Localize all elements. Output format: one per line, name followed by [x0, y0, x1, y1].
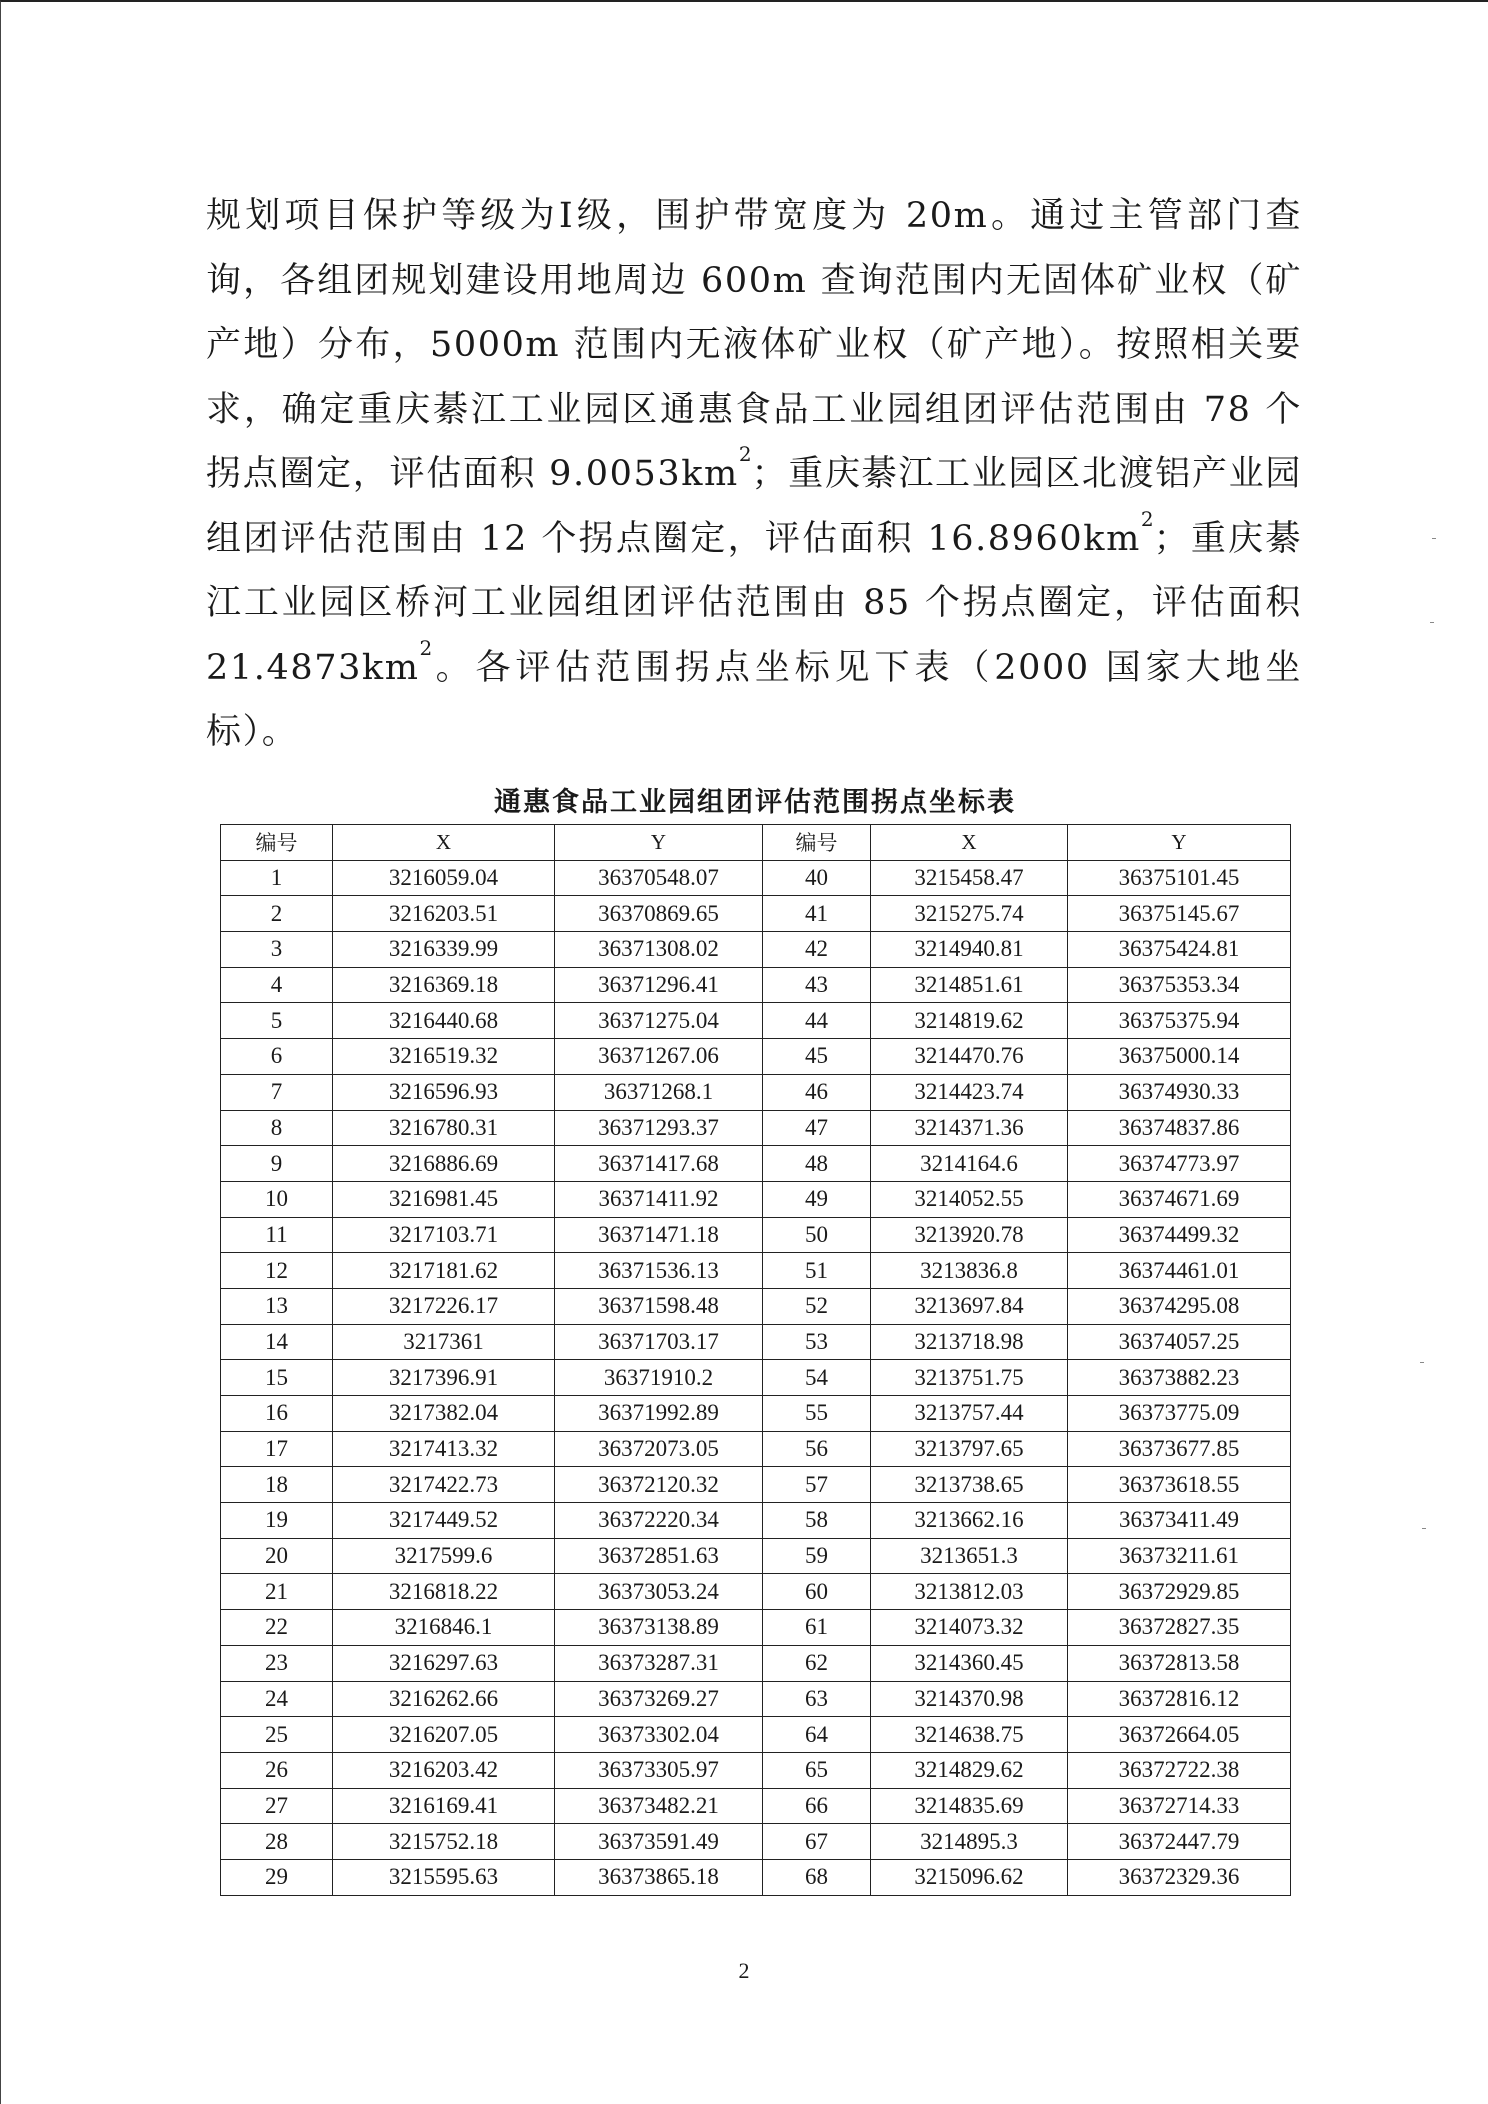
table-row — [221, 1717, 1291, 1753]
cell-number: 52 — [763, 1288, 871, 1324]
table-row — [221, 1110, 1291, 1146]
cell-x: 3216262.66 — [333, 1681, 555, 1717]
table-row — [221, 860, 1291, 896]
cell-number: 29 — [221, 1859, 333, 1895]
cell-y: 36372447.79 — [1068, 1824, 1291, 1860]
cell-x: 3213812.03 — [871, 1574, 1068, 1610]
table-row — [221, 1181, 1291, 1217]
cell-y: 36373591.49 — [555, 1824, 763, 1860]
table-row — [221, 1824, 1291, 1860]
cell-y: 36373882.23 — [1068, 1360, 1291, 1396]
cell-number: 13 — [221, 1288, 333, 1324]
cell-y: 36374057.25 — [1068, 1324, 1291, 1360]
cell-y: 36374461.01 — [1068, 1253, 1291, 1289]
cell-y: 36374671.69 — [1068, 1181, 1291, 1217]
cell-y: 36373482.21 — [555, 1788, 763, 1824]
cell-x: 3217103.71 — [333, 1217, 555, 1253]
cell-x: 3214371.36 — [871, 1110, 1068, 1146]
cell-number: 6 — [221, 1039, 333, 1075]
cell-y: 36371536.13 — [555, 1253, 763, 1289]
table-body — [221, 860, 1291, 1895]
cell-x: 3214052.55 — [871, 1181, 1068, 1217]
cell-number: 67 — [763, 1824, 871, 1860]
table-row — [221, 1217, 1291, 1253]
cell-x: 3215595.63 — [333, 1859, 555, 1895]
page-number: 2 — [738, 1958, 750, 1983]
cell-x: 3217382.04 — [333, 1396, 555, 1432]
cell-number: 53 — [763, 1324, 871, 1360]
cell-x: 3213836.8 — [871, 1253, 1068, 1289]
cell-y: 36374837.86 — [1068, 1110, 1291, 1146]
cell-y: 36374295.08 — [1068, 1288, 1291, 1324]
cell-y: 36371267.06 — [555, 1039, 763, 1075]
scan-speck — [1430, 622, 1434, 623]
header-x: X — [333, 825, 555, 861]
cell-x: 3216207.05 — [333, 1717, 555, 1753]
cell-x: 3214370.98 — [871, 1681, 1068, 1717]
cell-y: 36371293.37 — [555, 1110, 763, 1146]
cell-number: 16 — [221, 1396, 333, 1432]
cell-number: 1 — [221, 860, 333, 896]
cell-y: 36375101.45 — [1068, 860, 1291, 896]
cell-x: 3213718.98 — [871, 1324, 1068, 1360]
scan-speck — [1422, 1528, 1426, 1529]
cell-y: 36373287.31 — [555, 1645, 763, 1681]
table-row — [221, 1538, 1291, 1574]
cell-number: 25 — [221, 1717, 333, 1753]
cell-y: 36371598.48 — [555, 1288, 763, 1324]
cell-y: 36374930.33 — [1068, 1074, 1291, 1110]
cell-y: 36375375.94 — [1068, 1003, 1291, 1039]
cell-x: 3216339.99 — [333, 932, 555, 968]
cell-x: 3214164.6 — [871, 1146, 1068, 1182]
cell-y: 36372816.12 — [1068, 1681, 1291, 1717]
cell-number: 61 — [763, 1610, 871, 1646]
cell-y: 36373211.61 — [1068, 1538, 1291, 1574]
cell-number: 10 — [221, 1181, 333, 1217]
cell-number: 12 — [221, 1253, 333, 1289]
cell-y: 36371411.92 — [555, 1181, 763, 1217]
cell-y: 36371992.89 — [555, 1396, 763, 1432]
cell-x: 3213920.78 — [871, 1217, 1068, 1253]
table-row — [221, 1610, 1291, 1646]
superscript-2: 2 — [1140, 506, 1154, 531]
cell-y: 36373269.27 — [555, 1681, 763, 1717]
cell-number: 62 — [763, 1645, 871, 1681]
cell-number: 59 — [763, 1538, 871, 1574]
cell-number: 26 — [221, 1752, 333, 1788]
table-row — [221, 1503, 1291, 1539]
cell-y: 36373411.49 — [1068, 1503, 1291, 1539]
cell-y: 36375424.81 — [1068, 932, 1291, 968]
cell-x: 3214835.69 — [871, 1788, 1068, 1824]
cell-x: 3216846.1 — [333, 1610, 555, 1646]
cell-x: 3215275.74 — [871, 896, 1068, 932]
table-row — [221, 896, 1291, 932]
cell-y: 36371296.41 — [555, 967, 763, 1003]
cell-x: 3213757.44 — [871, 1396, 1068, 1432]
cell-x: 3214423.74 — [871, 1074, 1068, 1110]
cell-number: 66 — [763, 1788, 871, 1824]
cell-x: 3217422.73 — [333, 1467, 555, 1503]
cell-y: 36375353.34 — [1068, 967, 1291, 1003]
cell-x: 3217449.52 — [333, 1503, 555, 1539]
table-row — [221, 967, 1291, 1003]
table-row — [221, 1681, 1291, 1717]
superscript-2: 2 — [738, 442, 752, 466]
cell-x: 3215096.62 — [871, 1859, 1068, 1895]
paragraph-text-3: ；重庆綦江工业园区桥河工业园组团评估范围由 85 个拐点圈定，评估面积 21.4873km — [206, 518, 1302, 688]
table-header-row — [221, 825, 1291, 861]
cell-x: 3217226.17 — [333, 1288, 555, 1324]
cell-x: 3214470.76 — [871, 1039, 1068, 1075]
cell-x: 3213662.16 — [871, 1503, 1068, 1539]
cell-y: 36371910.2 — [555, 1360, 763, 1396]
cell-number: 11 — [221, 1217, 333, 1253]
table-row — [221, 932, 1291, 968]
cell-number: 50 — [763, 1217, 871, 1253]
cell-x: 3214819.62 — [871, 1003, 1068, 1039]
cell-number: 40 — [763, 860, 871, 896]
cell-y: 36372329.36 — [1068, 1859, 1291, 1895]
cell-y: 36373775.09 — [1068, 1396, 1291, 1432]
cell-number: 51 — [763, 1253, 871, 1289]
cell-x: 3217181.62 — [333, 1253, 555, 1289]
cell-number: 3 — [221, 932, 333, 968]
cell-x: 3216981.45 — [333, 1181, 555, 1217]
cell-y: 36372220.34 — [555, 1503, 763, 1539]
cell-number: 28 — [221, 1824, 333, 1860]
cell-y: 36373138.89 — [555, 1610, 763, 1646]
cell-number: 18 — [221, 1467, 333, 1503]
cell-x: 3214829.62 — [871, 1752, 1068, 1788]
table-row — [221, 1574, 1291, 1610]
table-row — [221, 1074, 1291, 1110]
cell-y: 36370869.65 — [555, 896, 763, 932]
cell-number: 41 — [763, 896, 871, 932]
cell-x: 3216169.41 — [333, 1788, 555, 1824]
cell-number: 8 — [221, 1110, 333, 1146]
cell-x: 3213738.65 — [871, 1467, 1068, 1503]
cell-x: 3216203.51 — [333, 896, 555, 932]
cell-number: 47 — [763, 1110, 871, 1146]
cell-number: 42 — [763, 932, 871, 968]
cell-y: 36371417.68 — [555, 1146, 763, 1182]
cell-number: 7 — [221, 1074, 333, 1110]
cell-number: 48 — [763, 1146, 871, 1182]
cell-number: 45 — [763, 1039, 871, 1075]
cell-x: 3215458.47 — [871, 860, 1068, 896]
cell-number: 55 — [763, 1396, 871, 1432]
cell-y: 36371275.04 — [555, 1003, 763, 1039]
cell-y: 36371308.02 — [555, 932, 763, 968]
cell-x: 3214073.32 — [871, 1610, 1068, 1646]
cell-y: 36372120.32 — [555, 1467, 763, 1503]
cell-number: 68 — [763, 1859, 871, 1895]
paragraph-text-4: 。各评估范围拐点坐标见下表（2000 国家大地坐标）。 — [206, 647, 1302, 752]
cell-x: 3216886.69 — [333, 1146, 555, 1182]
cell-x: 3216780.31 — [333, 1110, 555, 1146]
body-paragraph — [206, 184, 1302, 765]
cell-y: 36373677.85 — [1068, 1431, 1291, 1467]
cell-number: 19 — [221, 1503, 333, 1539]
cell-y: 36371703.17 — [555, 1324, 763, 1360]
cell-number: 60 — [763, 1574, 871, 1610]
paragraph-text-1: 规划项目保护等级为Ⅰ级，围护带宽度为 20m。通过主管部门查询，各组团规划建设用地周边 600m 查询范围内无固体矿业权（矿产地）分布，5000m 范围内无液体矿业权（矿产地）。按照相关要求，确定重庆綦江工业园区通惠食品工业园组团评估范围由 78 个拐点圈定，评估面积 9.0053km — [206, 196, 1302, 494]
cell-y: 36374499.32 — [1068, 1217, 1291, 1253]
header-y: Y — [1068, 825, 1291, 861]
cell-x: 3216818.22 — [333, 1574, 555, 1610]
cell-y: 36372929.85 — [1068, 1574, 1291, 1610]
cell-number: 46 — [763, 1074, 871, 1110]
superscript-2: 2 — [419, 635, 433, 660]
table-row — [221, 1360, 1291, 1396]
cell-x: 3214851.61 — [871, 967, 1068, 1003]
cell-y: 36371471.18 — [555, 1217, 763, 1253]
cell-number: 5 — [221, 1003, 333, 1039]
cell-x: 3214940.81 — [871, 932, 1068, 968]
table-row — [221, 1396, 1291, 1432]
cell-number: 24 — [221, 1681, 333, 1717]
header-x: X — [871, 825, 1068, 861]
cell-y: 36374773.97 — [1068, 1146, 1291, 1182]
table-row — [221, 1431, 1291, 1467]
cell-number: 43 — [763, 967, 871, 1003]
cell-number: 21 — [221, 1574, 333, 1610]
scan-speck — [1420, 1362, 1424, 1363]
cell-x: 3217361 — [333, 1324, 555, 1360]
cell-x: 3216440.68 — [333, 1003, 555, 1039]
table-row — [221, 1752, 1291, 1788]
cell-number: 58 — [763, 1503, 871, 1539]
scan-speck — [1432, 538, 1436, 539]
cell-y: 36373053.24 — [555, 1574, 763, 1610]
cell-y: 36372851.63 — [555, 1538, 763, 1574]
cell-x: 3213697.84 — [871, 1288, 1068, 1324]
cell-number: 44 — [763, 1003, 871, 1039]
header-number: 编号 — [221, 825, 333, 861]
cell-x: 3217599.6 — [333, 1538, 555, 1574]
cell-number: 65 — [763, 1752, 871, 1788]
cell-x: 3216519.32 — [333, 1039, 555, 1075]
cell-y: 36373618.55 — [1068, 1467, 1291, 1503]
cell-x: 3213751.75 — [871, 1360, 1068, 1396]
coordinates-table — [220, 824, 1291, 1896]
paragraph-text-2: ；重庆綦江工业园区北渡铝产业园组团评估范围由 12 个拐点圈定，评估面积 16.8960km — [206, 454, 1302, 559]
table-row — [221, 1859, 1291, 1895]
cell-number: 27 — [221, 1788, 333, 1824]
table-row — [221, 1324, 1291, 1360]
cell-x: 3216369.18 — [333, 967, 555, 1003]
cell-x: 3214895.3 — [871, 1824, 1068, 1860]
cell-number: 49 — [763, 1181, 871, 1217]
cell-x: 3213651.3 — [871, 1538, 1068, 1574]
cell-y: 36372827.35 — [1068, 1610, 1291, 1646]
cell-y: 36375145.67 — [1068, 896, 1291, 932]
cell-x: 3215752.18 — [333, 1824, 555, 1860]
cell-y: 36373302.04 — [555, 1717, 763, 1753]
cell-x: 3216203.42 — [333, 1752, 555, 1788]
cell-number: 4 — [221, 967, 333, 1003]
cell-y: 36372664.05 — [1068, 1717, 1291, 1753]
cell-number: 23 — [221, 1645, 333, 1681]
cell-y: 36373305.97 — [555, 1752, 763, 1788]
table-row — [221, 1288, 1291, 1324]
cell-y: 36372714.33 — [1068, 1788, 1291, 1824]
cell-number: 56 — [763, 1431, 871, 1467]
cell-number: 57 — [763, 1467, 871, 1503]
cell-number: 17 — [221, 1431, 333, 1467]
table-row — [221, 1003, 1291, 1039]
table-row — [221, 1645, 1291, 1681]
table-row — [221, 1039, 1291, 1075]
cell-x: 3214638.75 — [871, 1717, 1068, 1753]
cell-number: 22 — [221, 1610, 333, 1646]
cell-x: 3213797.65 — [871, 1431, 1068, 1467]
cell-x: 3216059.04 — [333, 860, 555, 896]
cell-number: 2 — [221, 896, 333, 932]
cell-y: 36370548.07 — [555, 860, 763, 896]
header-number: 编号 — [763, 825, 871, 861]
table-row — [221, 1146, 1291, 1182]
table-row — [221, 1253, 1291, 1289]
cell-number: 9 — [221, 1146, 333, 1182]
cell-number: 54 — [763, 1360, 871, 1396]
cell-number: 14 — [221, 1324, 333, 1360]
table-row — [221, 1467, 1291, 1503]
cell-x: 3217413.32 — [333, 1431, 555, 1467]
cell-number: 15 — [221, 1360, 333, 1396]
cell-y: 36372722.38 — [1068, 1752, 1291, 1788]
cell-y: 36372813.58 — [1068, 1645, 1291, 1681]
cell-x: 3214360.45 — [871, 1645, 1068, 1681]
table-title: 通惠食品工业园组团评估范围拐点坐标表 — [494, 787, 1016, 818]
table-row — [221, 1788, 1291, 1824]
cell-y: 36375000.14 — [1068, 1039, 1291, 1075]
cell-number: 63 — [763, 1681, 871, 1717]
cell-x: 3216297.63 — [333, 1645, 555, 1681]
cell-number: 20 — [221, 1538, 333, 1574]
cell-number: 64 — [763, 1717, 871, 1753]
cell-x: 3216596.93 — [333, 1074, 555, 1110]
cell-y: 36373865.18 — [555, 1859, 763, 1895]
cell-x: 3217396.91 — [333, 1360, 555, 1396]
cell-y: 36372073.05 — [555, 1431, 763, 1467]
header-y: Y — [555, 825, 763, 861]
cell-y: 36371268.1 — [555, 1074, 763, 1110]
